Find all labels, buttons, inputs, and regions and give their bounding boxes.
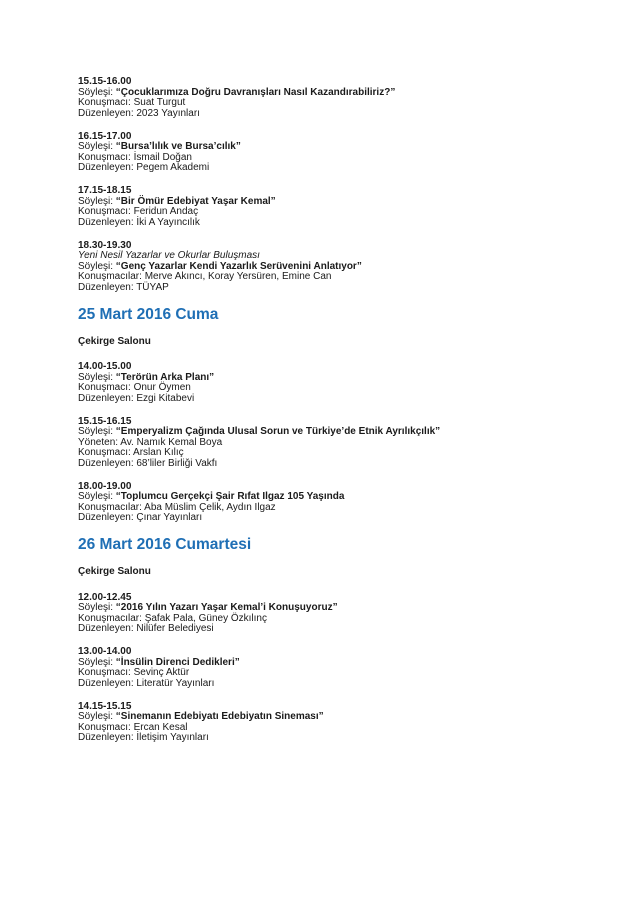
event-kind-label: Söyleşi: [78, 86, 116, 98]
event-subtitle: Yeni Nesil Yazarlar ve Okurlar Buluşması [78, 250, 260, 261]
event-detail: Yöneten: Av. Namık Kemal Boya [78, 436, 223, 448]
event-kind-label: Söyleşi: [78, 371, 116, 383]
event-entry [78, 417, 578, 470]
event-title-line [78, 603, 578, 614]
event-time: 16.15-17.00 [78, 130, 132, 142]
event-time: 18.00-19.00 [78, 480, 132, 492]
event-time: 12.00-12.45 [78, 591, 132, 603]
event-title: “İnsülin Direnci Dedikleri” [115, 656, 240, 668]
event-detail: Düzenleyen: Ezgi Kitabevi [78, 392, 195, 404]
event-detail: Düzenleyen: Nilüfer Belediyesi [78, 623, 214, 634]
event-title: “Sinemanın Edebiyatı Edebiyatın Sineması” [115, 711, 324, 722]
day-section [78, 536, 578, 744]
event-entry [78, 593, 578, 635]
event-time: 18.30-19.30 [78, 239, 132, 251]
event-entry [78, 362, 578, 404]
venue-name: Çekirge Salonu [78, 335, 151, 347]
event-detail: Düzenleyen: Çınar Yayınları [78, 512, 203, 523]
event-detail: Düzenleyen: İki A Yayıncılık [78, 216, 200, 228]
event-kind-label: Söyleşi: [78, 426, 116, 437]
event-time: 15.15-16.00 [78, 76, 132, 87]
event-title: “Emperyalizm Çağında Ulusal Sorun ve Türkiye’de Etnik Ayrılıkçılık” [115, 426, 441, 437]
event-title-line [78, 427, 578, 438]
event-detail: Konuşmacı: Sevinç Aktür [78, 667, 190, 678]
event-detail: Düzenleyen: Literatür Yayınları [78, 677, 215, 689]
event-detail: Düzenleyen: 68’liler Birliği Vakfı [78, 457, 218, 469]
event-detail: Düzenleyen: TÜYAP [78, 281, 169, 293]
event-title: “Genç Yazarlar Kendi Yazarlık Serüvenini Anlatıyor” [115, 260, 362, 272]
event-entry [78, 186, 578, 228]
event-entry [78, 482, 578, 524]
event-title: “Çocuklarımıza Doğru Davranışları Nasıl Kazandırabiliriz?” [115, 86, 396, 98]
event-time: 14.15-15.15 [78, 700, 132, 712]
event-title: “2016 Yılın Yazarı Yaşar Kemal’i Konuşuyoruz” [115, 602, 338, 613]
event-time: 14.00-15.00 [78, 361, 132, 372]
event-title: “Toplumcu Gerçekçi Şair Rıfat Ilgaz 105 Yaşında [115, 491, 345, 502]
event-kind-label: Söyleşi: [78, 260, 116, 272]
event-kind-label: Söyleşi: [78, 491, 116, 502]
event-entry [78, 241, 578, 294]
event-detail: Konuşmacı: Onur Öymen [78, 382, 191, 393]
event-title-line [78, 712, 578, 723]
event-time: 15.15-16.15 [78, 415, 132, 427]
event-detail: Konuşmacılar: Aba Müslim Çelik, Aydın Ilgaz [78, 501, 276, 513]
event-kind-label: Söyleşi: [78, 656, 116, 668]
event-entry [78, 132, 578, 174]
event-entry [78, 702, 578, 744]
event-detail: Konuşmacılar: Şafak Pala, Güney Özkılınç [78, 612, 267, 624]
event-title-line [78, 142, 578, 153]
event-detail: Konuşmacı: Suat Turgut [78, 97, 186, 108]
event-detail: Konuşmacı: Ercan Kesal [78, 721, 188, 733]
event-time: 17.15-18.15 [78, 185, 132, 196]
day-section [78, 306, 578, 524]
event-kind-label: Söyleşi: [78, 602, 116, 613]
event-detail: Düzenleyen: İletişim Yayınları [78, 732, 209, 743]
event-detail: Konuşmacı: Feridun Andaç [78, 206, 199, 217]
event-title: “Bursa’lılık ve Bursa’cılık” [115, 141, 241, 152]
event-detail: Düzenleyen: 2023 Yayınları [78, 107, 200, 119]
day-heading: 25 Mart 2016 Cuma [78, 305, 219, 323]
event-entry [78, 647, 578, 689]
event-title: “Bir Ömür Edebiyat Yaşar Kemal” [115, 195, 276, 207]
event-title-line [78, 492, 578, 503]
event-kind-label: Söyleşi: [78, 711, 116, 722]
event-detail: Düzenleyen: Pegem Akademi [78, 162, 210, 173]
event-detail: Konuşmacı: Arslan Kılıç [78, 447, 184, 458]
event-title: “Terörün Arka Planı” [115, 371, 215, 383]
event-detail: Konuşmacı: İsmail Doğan [78, 151, 192, 163]
venue-name: Çekirge Salonu [78, 566, 151, 577]
event-kind-label: Söyleşi: [78, 195, 116, 207]
event-time: 13.00-14.00 [78, 646, 132, 657]
event-entry [78, 77, 578, 119]
event-detail: Konuşmacılar: Merve Akıncı, Koray Yersüren, Emine Can [78, 271, 332, 282]
day-heading: 26 Mart 2016 Cumartesi [78, 536, 252, 553]
day-section [78, 77, 578, 293]
program-document [78, 77, 578, 756]
event-kind-label: Söyleşi: [78, 141, 116, 152]
